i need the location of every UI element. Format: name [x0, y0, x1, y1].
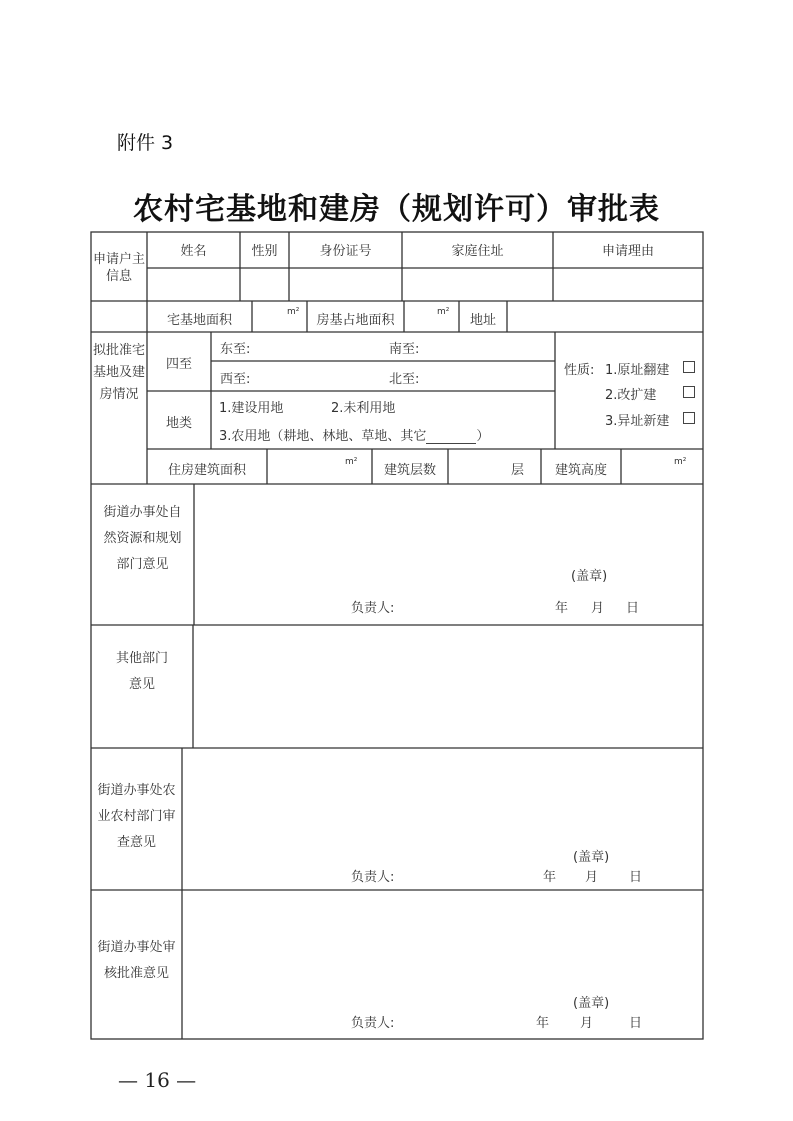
nature-expand-checkbox[interactable]	[683, 386, 695, 398]
opinion-planning-label: 街道办事处自 然资源和规划 部门意见	[103, 505, 182, 572]
nature-label: 性质:	[564, 363, 595, 378]
date-day: 日	[629, 870, 643, 885]
attachment-label: 附件 3	[117, 132, 174, 154]
house-area-unit: m²	[437, 307, 450, 317]
seal-label: (盖章)	[573, 850, 610, 865]
nature-relocate-checkbox[interactable]	[683, 412, 695, 424]
date-day: 日	[629, 1016, 643, 1031]
height-unit: m²	[674, 457, 687, 467]
date-year: 年	[543, 870, 557, 885]
boundaries-label: 四至	[165, 357, 192, 372]
nature-rebuild-checkbox[interactable]	[683, 361, 695, 373]
date-month: 月	[591, 601, 605, 616]
floors-label: 建筑层数	[383, 463, 436, 478]
col-id-header: 身份证号	[319, 244, 372, 259]
land-option-construction: 1.建设用地	[219, 401, 284, 416]
nature-option-expand: 2.改扩建	[605, 388, 657, 403]
date-year: 年	[536, 1016, 550, 1031]
height-label: 建筑高度	[554, 463, 607, 478]
opinion-approval-label: 街道办事处审 核批准意见	[97, 940, 176, 981]
homestead-area-label: 宅基地面积	[166, 313, 232, 328]
col-reason-header: 申请理由	[601, 244, 654, 259]
homestead-area-unit: m²	[287, 307, 300, 317]
opinion-agriculture-label: 街道办事处农 业农村部门审 查意见	[97, 783, 176, 850]
nature-option-rebuild: 1.原址翻建	[605, 363, 670, 378]
seal-label: (盖章)	[573, 996, 610, 1011]
land-option-unused: 2.未利用地	[331, 401, 396, 416]
page-number: — 16 —	[118, 1068, 197, 1092]
land-type-label: 地类	[165, 416, 192, 431]
nature-option-relocate: 3.异址新建	[605, 414, 670, 429]
col-address-header: 家庭住址	[451, 244, 504, 259]
other-land-blank[interactable]	[426, 431, 476, 444]
date-month: 月	[585, 870, 599, 885]
responsible-person-label: 负责人:	[351, 1016, 395, 1031]
col-name-header: 姓名	[180, 244, 207, 259]
date-year: 年	[555, 601, 569, 616]
applicant-section-label: 申请户主信息	[93, 252, 146, 284]
address-label: 地址	[469, 313, 496, 328]
floor-area-unit: m²	[345, 457, 358, 467]
responsible-person-label: 负责人:	[351, 601, 395, 616]
col-gender-header: 性别	[251, 244, 278, 259]
house-area-label: 房基占地面积	[316, 313, 395, 328]
floor-area-label: 住房建筑面积	[167, 463, 246, 478]
boundary-north: 北至:	[389, 372, 420, 387]
boundary-south: 南至:	[389, 342, 420, 357]
form-title: 农村宅基地和建房（规划许可）审批表	[133, 192, 660, 227]
boundary-east: 东至:	[220, 342, 251, 357]
date-day: 日	[626, 601, 640, 616]
floors-unit: 层	[511, 463, 525, 478]
land-option-agricultural: 3.农用地（耕地、林地、草地、其它 ）	[219, 429, 490, 444]
opinion-other-label: 其他部门 意见	[115, 651, 168, 692]
boundary-west: 西至:	[220, 372, 251, 387]
date-month: 月	[580, 1016, 594, 1031]
responsible-person-label: 负责人:	[351, 870, 395, 885]
proposed-section-label: 拟批准宅基地及建房情况	[93, 343, 146, 402]
seal-label: (盖章)	[571, 569, 608, 584]
